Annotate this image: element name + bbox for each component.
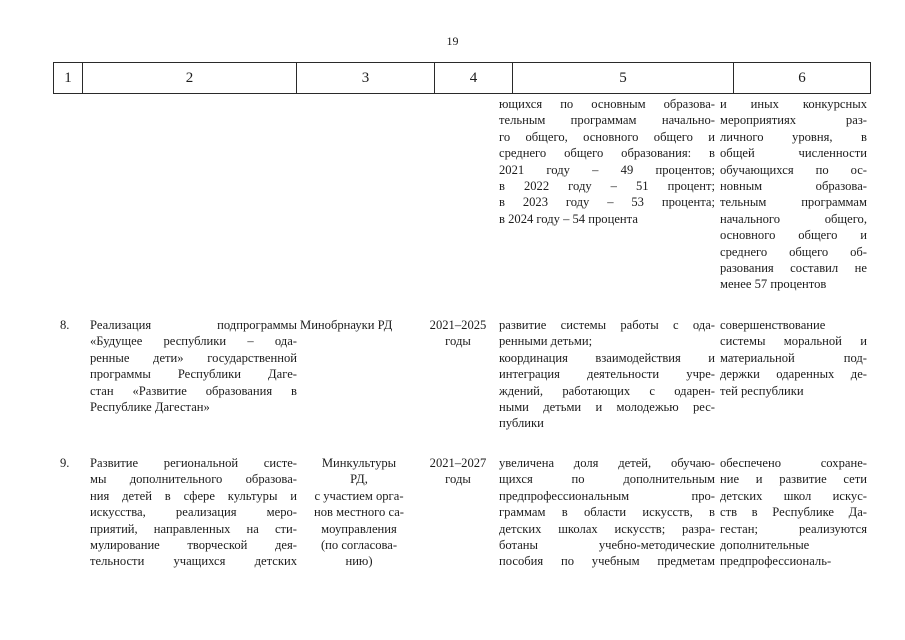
header-col-2: 2 bbox=[83, 63, 297, 93]
text-line: в 2024 году – 54 процента bbox=[499, 211, 638, 226]
text-line: ботаны учебно-методические bbox=[499, 538, 715, 553]
text-line: в 2023 году – 53 процента; bbox=[499, 195, 715, 210]
row-number: 8. bbox=[60, 318, 70, 332]
text-line: дополнительные bbox=[720, 538, 810, 553]
text-line: системы моральной и bbox=[720, 334, 867, 349]
text-line: мероприятиях раз- bbox=[720, 113, 867, 128]
text-line: годы bbox=[445, 472, 471, 487]
text-line: ренными детьми; bbox=[499, 334, 593, 349]
text-line: 2021–2025 bbox=[429, 318, 487, 332]
header-col-4: 4 bbox=[435, 63, 513, 93]
text-line: среднего общего образования: в bbox=[499, 146, 715, 161]
text-line: детских школах искусств; разра- bbox=[499, 521, 715, 536]
text-line: приятий, направленных на сти- bbox=[90, 521, 297, 536]
text-line: увеличена доля детей, обучаю- bbox=[499, 456, 715, 470]
header-col-1: 1 bbox=[54, 63, 83, 93]
text-line: координация взаимодействия и bbox=[499, 350, 715, 365]
text-line: тельности учащихся детских bbox=[90, 554, 297, 569]
text-line: обучающихся по ос- bbox=[720, 162, 867, 177]
text-line: тельным программам начально- bbox=[499, 113, 715, 128]
text-line: Минобрнауки РД bbox=[300, 318, 393, 332]
row-8-indicator-text bbox=[720, 317, 867, 399]
text-line: годы bbox=[445, 334, 471, 349]
text-line: ными детьми и молодежью рес- bbox=[499, 400, 715, 415]
text-line: с участием орга- bbox=[314, 488, 404, 503]
text-line: предпрофессиональным про- bbox=[499, 488, 715, 503]
text-line: РД, bbox=[350, 472, 368, 487]
text-line: нию) bbox=[345, 554, 373, 569]
text-line: го общего, основного общего и bbox=[499, 129, 715, 144]
row-9-executor bbox=[300, 455, 418, 570]
text-line: держки одаренных де- bbox=[720, 367, 867, 382]
page-number: 19 bbox=[446, 34, 459, 48]
text-line: ющихся по основным образова- bbox=[499, 97, 715, 111]
text-line: и иных конкурсных bbox=[720, 97, 867, 111]
text-line: стан «Развитие образования в bbox=[90, 383, 297, 398]
row-8-period bbox=[420, 317, 496, 350]
text-line: граммам в области искусств, в bbox=[499, 505, 715, 520]
row-8-measure-text bbox=[90, 317, 297, 415]
text-line: Развитие региональной систе- bbox=[90, 456, 297, 470]
text-line: тельным программам bbox=[720, 195, 867, 210]
text-line: ния детей в сфере культуры и bbox=[90, 488, 297, 503]
text-line: ждений, работающих с одарен- bbox=[499, 383, 715, 398]
row-number: 9. bbox=[60, 456, 70, 470]
text-line: искусства, реализация меро- bbox=[90, 505, 297, 520]
text-line: Республике Дагестан» bbox=[90, 400, 210, 415]
text-line: мы дополнительного образова- bbox=[90, 472, 297, 487]
text-line: детских школ искус- bbox=[720, 488, 867, 503]
text-line: новным образова- bbox=[720, 179, 867, 194]
text-line: Минкультуры bbox=[321, 456, 397, 470]
row-9-indicator-text bbox=[720, 455, 867, 570]
continuation-col5-text bbox=[499, 96, 715, 227]
text-line: ние и развитие сети bbox=[720, 472, 867, 487]
text-line: ренные дети» государственной bbox=[90, 350, 297, 365]
text-line: 2021–2027 bbox=[429, 456, 487, 470]
text-line: разования составил не bbox=[720, 261, 867, 276]
text-line: материальной под- bbox=[720, 350, 867, 365]
text-line: 2021 году – 49 процентов; bbox=[499, 162, 715, 177]
header-col-6: 6 bbox=[798, 69, 806, 86]
text-line: ств в Республике Да- bbox=[720, 505, 867, 520]
text-line: моуправления bbox=[321, 521, 397, 536]
text-line: щихся по дополнительным bbox=[499, 472, 715, 487]
text-line: тей республики bbox=[720, 383, 804, 398]
text-line: мулирование творческой дея- bbox=[90, 538, 297, 553]
text-line: обеспечено сохране- bbox=[720, 456, 867, 470]
text-line: предпрофессиональ- bbox=[720, 554, 832, 569]
text-line: среднего общего об- bbox=[720, 244, 867, 259]
text-line: личного уровня, в bbox=[720, 129, 867, 144]
text-line: интеграция деятельности учре- bbox=[499, 367, 715, 382]
text-line: в 2022 году – 51 процент; bbox=[499, 179, 715, 194]
text-line: основного общего и bbox=[720, 228, 867, 243]
text-line: совершенствование bbox=[720, 318, 826, 332]
row-9-period bbox=[420, 455, 496, 488]
row-9-measure-text bbox=[90, 455, 297, 570]
row-8-executor bbox=[300, 317, 418, 333]
continuation-col6-text bbox=[720, 96, 867, 293]
text-line: пособия по учебным предметам bbox=[499, 554, 715, 569]
header-col-3: 3 bbox=[297, 63, 435, 93]
text-line: Реализация подпрограммы bbox=[90, 318, 297, 332]
row-9-result-text bbox=[499, 455, 715, 570]
text-line: начального общего, bbox=[720, 211, 867, 226]
text-line: нов местного са- bbox=[314, 505, 404, 520]
table-header-row bbox=[53, 62, 871, 94]
text-line: публики bbox=[499, 416, 544, 431]
text-line: менее 57 процентов bbox=[720, 277, 827, 292]
text-line: развитие системы работы с ода- bbox=[499, 318, 715, 332]
header-col-5: 5 bbox=[513, 63, 734, 93]
text-line: программы Республики Даге- bbox=[90, 367, 297, 382]
row-8-result-text bbox=[499, 317, 715, 432]
text-line: гестан; реализуются bbox=[720, 521, 867, 536]
text-line: (по согласова- bbox=[320, 538, 398, 553]
text-line: общей численности bbox=[720, 146, 867, 161]
text-line: «Будущее республики – ода- bbox=[90, 334, 297, 349]
